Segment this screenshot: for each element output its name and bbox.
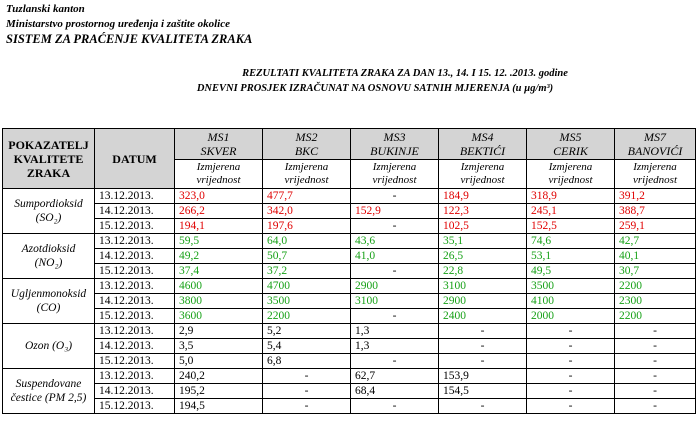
value-cell: -	[263, 384, 351, 399]
value-cell: -	[527, 324, 615, 339]
station-name: CERIK	[553, 144, 588, 158]
value-cell: 22,8	[439, 264, 527, 279]
row-date: 15.12.2013.	[95, 399, 175, 414]
value-cell: 26,5	[439, 249, 527, 264]
row-date: 15.12.2013.	[95, 309, 175, 324]
station-code: MS7	[644, 130, 666, 144]
table-row	[3, 294, 696, 309]
value-cell: 49,5	[527, 264, 615, 279]
subtitle-method	[0, 81, 700, 96]
row-date: 13.12.2013.	[95, 189, 175, 204]
header-measured-value: Izmjerena vrijednost	[439, 160, 527, 189]
station-name: BANOVIĆI	[627, 144, 683, 158]
row-date: 14.12.2013.	[95, 204, 175, 219]
value-cell: 152,9	[351, 204, 439, 219]
station-name: BUKINJE	[370, 144, 419, 158]
value-cell: 266,2	[175, 204, 263, 219]
table-row	[3, 264, 696, 279]
header-measured-value: Izmjerena vrijednost	[263, 160, 351, 189]
subtitle-method-text: DNEVNI PROSJEK IZRAČUNAT NA OSNOVU SATNIH MJERENJA	[196, 83, 513, 94]
value-cell: 5,0	[175, 354, 263, 369]
header-station-ms2	[263, 129, 351, 160]
document-subtitle	[0, 66, 700, 96]
value-cell: 2300	[615, 294, 696, 309]
value-cell: 154,5	[439, 384, 527, 399]
station-code: MS4	[471, 130, 494, 144]
value-cell: -	[615, 354, 696, 369]
value-cell: 2900	[351, 279, 439, 294]
value-cell: -	[527, 369, 615, 384]
row-date: 13.12.2013.	[95, 324, 175, 339]
row-date: 14.12.2013.	[95, 294, 175, 309]
value-cell: 37,4	[175, 264, 263, 279]
header-station-ms4	[439, 129, 527, 160]
table-body	[3, 189, 696, 414]
value-cell: 342,0	[263, 204, 351, 219]
value-cell: -	[263, 369, 351, 384]
subtitle-dates: REZULTATI KVALITETA ZRAKA ZA DAN 13., 14. I 15. 12. .2013. godine	[242, 68, 568, 79]
value-cell: -	[351, 309, 439, 324]
table-row	[3, 219, 696, 234]
value-cell: 477,7	[263, 189, 351, 204]
table-row	[3, 354, 696, 369]
table-row	[3, 234, 696, 249]
header-canton: Tuzlanski kanton	[6, 3, 85, 15]
value-cell: 259,1	[615, 219, 696, 234]
value-cell: -	[615, 369, 696, 384]
value-cell: 194,1	[175, 219, 263, 234]
value-cell: -	[615, 399, 696, 414]
value-cell: 195,2	[175, 384, 263, 399]
subtitle-unit: (u µg/m³)	[512, 83, 554, 94]
value-cell: 318,9	[527, 189, 615, 204]
value-cell: -	[439, 324, 527, 339]
value-cell: 2200	[615, 279, 696, 294]
header-measured-value: Izmjerena vrijednost	[527, 160, 615, 189]
table-row	[3, 324, 696, 339]
pollutant-name: Ugljenmonoksid (CO)	[3, 279, 95, 324]
value-cell: 3,5	[175, 339, 263, 354]
value-cell: 388,7	[615, 204, 696, 219]
value-cell: 4100	[527, 294, 615, 309]
value-cell: -	[351, 219, 439, 234]
document-header	[6, 2, 252, 47]
station-code: MS2	[295, 130, 318, 144]
station-code: MS5	[559, 130, 582, 144]
value-cell: 68,4	[351, 384, 439, 399]
table-row	[3, 204, 696, 219]
value-cell: 122,3	[439, 204, 527, 219]
row-date: 15.12.2013.	[95, 354, 175, 369]
header-measured-value: Izmjerena vrijednost	[175, 160, 263, 189]
pollutant-name: Sumpordioksid (SO₂)	[3, 189, 95, 234]
table-row	[3, 384, 696, 399]
value-cell: 4700	[263, 279, 351, 294]
table-row	[3, 369, 696, 384]
table-row	[3, 399, 696, 414]
value-cell: 59,5	[175, 234, 263, 249]
value-cell: 3100	[439, 279, 527, 294]
pollutant-name: Ozon (O₃)	[3, 324, 95, 369]
row-date: 14.12.2013.	[95, 249, 175, 264]
row-date: 13.12.2013.	[95, 279, 175, 294]
value-cell: 2900	[439, 294, 527, 309]
row-date: 15.12.2013.	[95, 264, 175, 279]
value-cell: 102,5	[439, 219, 527, 234]
value-cell: -	[351, 189, 439, 204]
station-code: MS1	[207, 130, 230, 144]
value-cell: 152,5	[527, 219, 615, 234]
header-indicator: POKAZATELJ KVALITETE ZRAKA	[3, 129, 95, 189]
value-cell: 391,2	[615, 189, 696, 204]
value-cell: 184,9	[439, 189, 527, 204]
value-cell: -	[615, 339, 696, 354]
value-cell: -	[615, 324, 696, 339]
header-station-ms5	[527, 129, 615, 160]
value-cell: -	[351, 264, 439, 279]
value-cell: 194,5	[175, 399, 263, 414]
pollutant-name: Suspendovane čestice (PM 2,5)	[3, 369, 95, 414]
value-cell: 42,7	[615, 234, 696, 249]
value-cell: 3500	[527, 279, 615, 294]
value-cell: 3500	[263, 294, 351, 309]
value-cell: 245,1	[527, 204, 615, 219]
station-code: MS3	[383, 130, 406, 144]
value-cell: 3800	[175, 294, 263, 309]
value-cell: 240,2	[175, 369, 263, 384]
value-cell: 3600	[175, 309, 263, 324]
row-date: 14.12.2013.	[95, 339, 175, 354]
table-header-row	[3, 129, 696, 160]
value-cell: 2,9	[175, 324, 263, 339]
value-cell: -	[439, 399, 527, 414]
value-cell: 197,6	[263, 219, 351, 234]
value-cell: 5,2	[263, 324, 351, 339]
value-cell: 49,2	[175, 249, 263, 264]
value-cell: 50,7	[263, 249, 351, 264]
table-row	[3, 249, 696, 264]
header-date: DATUM	[95, 129, 175, 189]
header-system: SISTEM ZA PRAĆENJE KVALITETA ZRAKA	[6, 32, 253, 46]
value-cell: -	[351, 399, 439, 414]
table-row	[3, 189, 696, 204]
value-cell: 40,1	[615, 249, 696, 264]
value-cell: 3100	[351, 294, 439, 309]
header-measured-value: Izmjerena vrijednost	[615, 160, 696, 189]
air-quality-table	[2, 128, 696, 414]
table-row	[3, 309, 696, 324]
value-cell: 6,8	[263, 354, 351, 369]
row-date: 13.12.2013.	[95, 369, 175, 384]
value-cell: 41,0	[351, 249, 439, 264]
table-row	[3, 279, 696, 294]
value-cell: 62,7	[351, 369, 439, 384]
header-station-ms3	[351, 129, 439, 160]
value-cell: 2200	[263, 309, 351, 324]
value-cell: 1,3	[351, 324, 439, 339]
value-cell: 30,7	[615, 264, 696, 279]
row-date: 13.12.2013.	[95, 234, 175, 249]
header-measured-value: Izmjerena vrijednost	[351, 160, 439, 189]
value-cell: -	[263, 399, 351, 414]
value-cell: -	[439, 354, 527, 369]
header-station-ms7	[615, 129, 696, 160]
value-cell: -	[351, 354, 439, 369]
value-cell: 2200	[615, 309, 696, 324]
value-cell: 323,0	[175, 189, 263, 204]
value-cell: 1,3	[351, 339, 439, 354]
value-cell: -	[439, 339, 527, 354]
value-cell: 53,1	[527, 249, 615, 264]
row-date: 14.12.2013.	[95, 384, 175, 399]
pollutant-name: Azotdioksid (NO₂)	[3, 234, 95, 279]
header-station-ms1	[175, 129, 263, 160]
header-ministry: Ministarstvo prostornog uređenja i zaštite okolice	[6, 18, 230, 30]
row-date: 15.12.2013.	[95, 219, 175, 234]
station-name: BKC	[294, 144, 319, 158]
value-cell: 43,6	[351, 234, 439, 249]
value-cell: 2400	[439, 309, 527, 324]
value-cell: -	[527, 399, 615, 414]
value-cell: -	[527, 384, 615, 399]
value-cell: 2000	[527, 309, 615, 324]
value-cell: 4600	[175, 279, 263, 294]
table-row	[3, 339, 696, 354]
value-cell: 5,4	[263, 339, 351, 354]
station-name: BEKTIĆI	[459, 144, 506, 158]
value-cell: 153,9	[439, 369, 527, 384]
value-cell: 64,0	[263, 234, 351, 249]
value-cell: -	[615, 384, 696, 399]
value-cell: -	[527, 354, 615, 369]
value-cell: 37,2	[263, 264, 351, 279]
value-cell: 35,1	[439, 234, 527, 249]
value-cell: 74,6	[527, 234, 615, 249]
value-cell: -	[527, 339, 615, 354]
station-name: SKVER	[200, 144, 237, 158]
